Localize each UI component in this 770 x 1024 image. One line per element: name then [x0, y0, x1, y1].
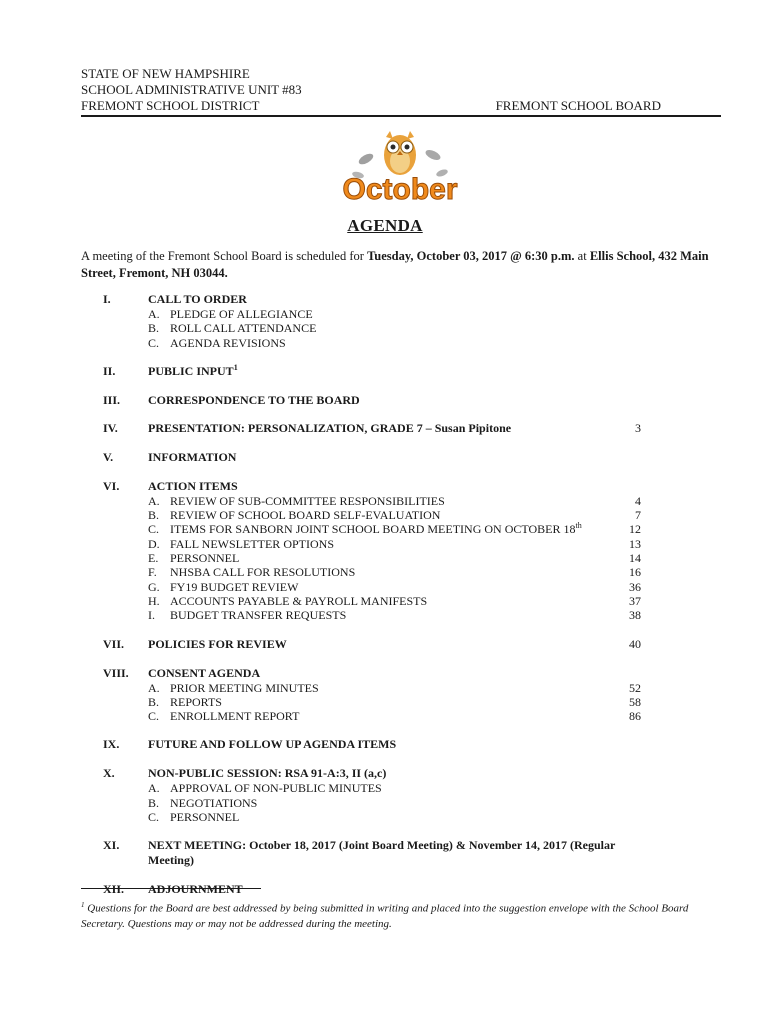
agenda-section: [81, 364, 641, 379]
section-title: [148, 766, 641, 781]
agenda-section: [81, 766, 641, 824]
agenda-item: [148, 580, 641, 594]
agenda-item: [148, 537, 641, 551]
header-divider: [81, 115, 721, 117]
intro-text-2: at: [574, 249, 590, 263]
header-district: FREMONT SCHOOL DISTRICT: [81, 98, 260, 113]
page-number: 52: [629, 680, 641, 695]
section-title-text: PUBLIC INPUT: [148, 363, 234, 378]
section-title-text: POLICIES FOR REVIEW: [148, 636, 287, 651]
meeting-datetime: Tuesday, October 03, 2017 @ 6:30 p.m.: [367, 249, 575, 263]
item-letter: I.: [148, 608, 155, 623]
header-state: STATE OF NEW HAMPSHIRE: [81, 66, 250, 81]
agenda-item: [148, 321, 641, 335]
section-title-text: ADJOURNMENT: [148, 882, 243, 897]
page-number: 14: [629, 551, 641, 566]
header-board: FREMONT SCHOOL BOARD: [495, 98, 661, 113]
section-title-text: CALL TO ORDER: [148, 292, 247, 306]
footnote-ref: 1: [233, 362, 238, 372]
section-number: II.: [103, 363, 116, 378]
section-title-text: CORRESPONDENCE TO THE BOARD: [148, 392, 360, 407]
agenda-list: [81, 292, 641, 897]
item-text: PLEDGE OF ALLEGIANCE: [170, 307, 313, 321]
item-text: FALL NEWSLETTER OPTIONS: [170, 536, 334, 551]
item-letter: A.: [148, 680, 160, 695]
agenda-item: [148, 681, 641, 695]
section-number: XI.: [103, 838, 120, 853]
item-text: PERSONNEL: [170, 810, 240, 825]
agenda-section: [81, 393, 641, 408]
item-letter: D.: [148, 536, 160, 551]
item-letter: A.: [148, 307, 160, 321]
section-title: [148, 421, 641, 436]
agenda-item: [148, 494, 641, 508]
agenda-item: [148, 307, 641, 321]
section-title: [148, 292, 641, 307]
section-number: III.: [103, 392, 121, 407]
page-number: 40: [629, 636, 641, 651]
section-title: [148, 364, 641, 379]
agenda-item: [148, 608, 641, 622]
item-text: PRIOR MEETING MINUTES: [170, 680, 319, 695]
section-number: X.: [103, 766, 115, 781]
footnote-text: Questions for the Board are best addressed by being submitted in writing and placed into the suggestion envelope with the School Board Secretary. Questions may or may not be addressed during the meeting.: [81, 902, 689, 930]
page-number: 7: [635, 508, 641, 523]
section-number: IX.: [103, 737, 120, 752]
item-letter: H.: [148, 593, 160, 608]
section-title: [148, 479, 641, 494]
agenda-section: [81, 479, 641, 623]
item-letter: B.: [148, 321, 160, 336]
page-number: 3: [635, 420, 641, 435]
item-letter: C.: [148, 335, 160, 350]
agenda-item: [148, 551, 641, 565]
agenda-item: [148, 336, 641, 350]
item-text: NHSBA CALL FOR RESOLUTIONS: [170, 565, 356, 580]
section-title-text: FUTURE AND FOLLOW UP AGENDA ITEMS: [148, 737, 397, 752]
agenda-item: [148, 796, 641, 810]
item-letter: C.: [148, 810, 160, 825]
item-text: ENROLLMENT REPORT: [170, 709, 300, 724]
footnote: [81, 898, 721, 932]
section-title: [148, 737, 641, 752]
item-text: ITEMS FOR SANBORN JOINT SCHOOL BOARD MEETING ON OCTOBER 18: [170, 522, 576, 537]
agenda-item: [148, 594, 641, 608]
page-number: 58: [629, 694, 641, 709]
item-text: REVIEW OF SUB-COMMITTEE RESPONSIBILITIES: [170, 493, 445, 508]
section-number: VII.: [103, 636, 125, 651]
section-title-text: CONSENT AGENDA: [148, 665, 261, 680]
agenda-item: [148, 709, 641, 723]
item-letter: B.: [148, 694, 160, 709]
agenda-section: [81, 450, 641, 465]
item-letter: F.: [148, 565, 157, 580]
page-number: 38: [629, 608, 641, 623]
item-text: ROLL CALL ATTENDANCE: [170, 321, 317, 336]
agenda-item: [148, 565, 641, 579]
section-title-text: NEXT MEETING: October 18, 2017 (Joint Board Meeting) & November 14, 2017 (Regular Meeting): [148, 838, 616, 868]
item-letter: B.: [148, 795, 160, 810]
item-letter: C.: [148, 709, 160, 724]
meeting-location: Ellis School, 432 Main Street, Fremont, NH 03044.: [81, 249, 709, 280]
section-title-text: NON-PUBLIC SESSION: RSA 91-A:3, II (a,c): [148, 766, 387, 781]
page-title: AGENDA: [347, 216, 423, 235]
agenda-section: [81, 882, 641, 897]
page-number: 36: [629, 579, 641, 594]
page-number: 86: [629, 709, 641, 724]
agenda-item: [148, 810, 641, 824]
page-number: 4: [635, 493, 641, 508]
section-number: XII.: [103, 882, 125, 897]
section-title: [148, 666, 641, 681]
agenda-section: [81, 637, 641, 652]
item-text: PERSONNEL: [170, 551, 240, 566]
section-title-text: PRESENTATION: PERSONALIZATION, GRADE 7 – Susan Pipitone: [148, 420, 512, 435]
item-letter: A.: [148, 781, 160, 796]
ordinal-suffix: th: [575, 521, 582, 531]
item-letter: G.: [148, 579, 160, 594]
intro-text: A meeting of the Fremont School Board is scheduled for: [81, 249, 368, 263]
agenda-item: [148, 781, 641, 795]
section-title: [148, 450, 641, 465]
item-text: APPROVAL OF NON-PUBLIC MINUTES: [170, 781, 382, 796]
agenda-section: [81, 666, 641, 724]
page-number: 12: [629, 522, 641, 537]
section-title: [148, 637, 641, 652]
section-title: [148, 393, 641, 408]
owl-icon: [338, 125, 463, 205]
item-text: NEGOTIATIONS: [170, 795, 258, 810]
agenda-item: [148, 508, 641, 522]
item-text: REPORTS: [170, 694, 222, 709]
section-number: V.: [103, 449, 114, 464]
meeting-intro: [81, 248, 721, 282]
section-number: IV.: [103, 420, 118, 435]
item-letter: E.: [148, 551, 159, 566]
agenda-item: [148, 695, 641, 709]
agenda-section: [81, 292, 641, 350]
agenda-section: [81, 838, 641, 868]
item-text: AGENDA REVISIONS: [170, 335, 286, 350]
item-letter: C.: [148, 522, 160, 537]
section-number: I.: [103, 292, 111, 306]
item-letter: A.: [148, 493, 160, 508]
page-number: 13: [629, 536, 641, 551]
page-number: 16: [629, 565, 641, 580]
item-letter: B.: [148, 508, 160, 523]
item-text: FY19 BUDGET REVIEW: [170, 579, 299, 594]
section-title-text: ACTION ITEMS: [148, 478, 238, 493]
item-text: ACCOUNTS PAYABLE & PAYROLL MANIFESTS: [170, 593, 428, 608]
section-title: [148, 838, 641, 868]
agenda-section: [81, 421, 641, 436]
section-number: VIII.: [103, 665, 129, 680]
page-number: 37: [629, 593, 641, 608]
item-text: REVIEW OF SCHOOL BOARD SELF-EVALUATION: [170, 508, 441, 523]
footnote-marker: 1: [81, 901, 85, 909]
section-title-text: INFORMATION: [148, 449, 237, 464]
agenda-section: [81, 737, 641, 752]
document-header: [81, 66, 721, 114]
item-text: BUDGET TRANSFER REQUESTS: [170, 608, 347, 623]
footnote-divider: [81, 888, 261, 889]
agenda-item: [148, 522, 641, 536]
header-sau: SCHOOL ADMINISTRATIVE UNIT #83: [81, 82, 302, 97]
section-number: VI.: [103, 478, 120, 493]
logo-word: October: [342, 173, 458, 205]
october-logo: [338, 125, 463, 205]
section-title: [148, 882, 641, 897]
